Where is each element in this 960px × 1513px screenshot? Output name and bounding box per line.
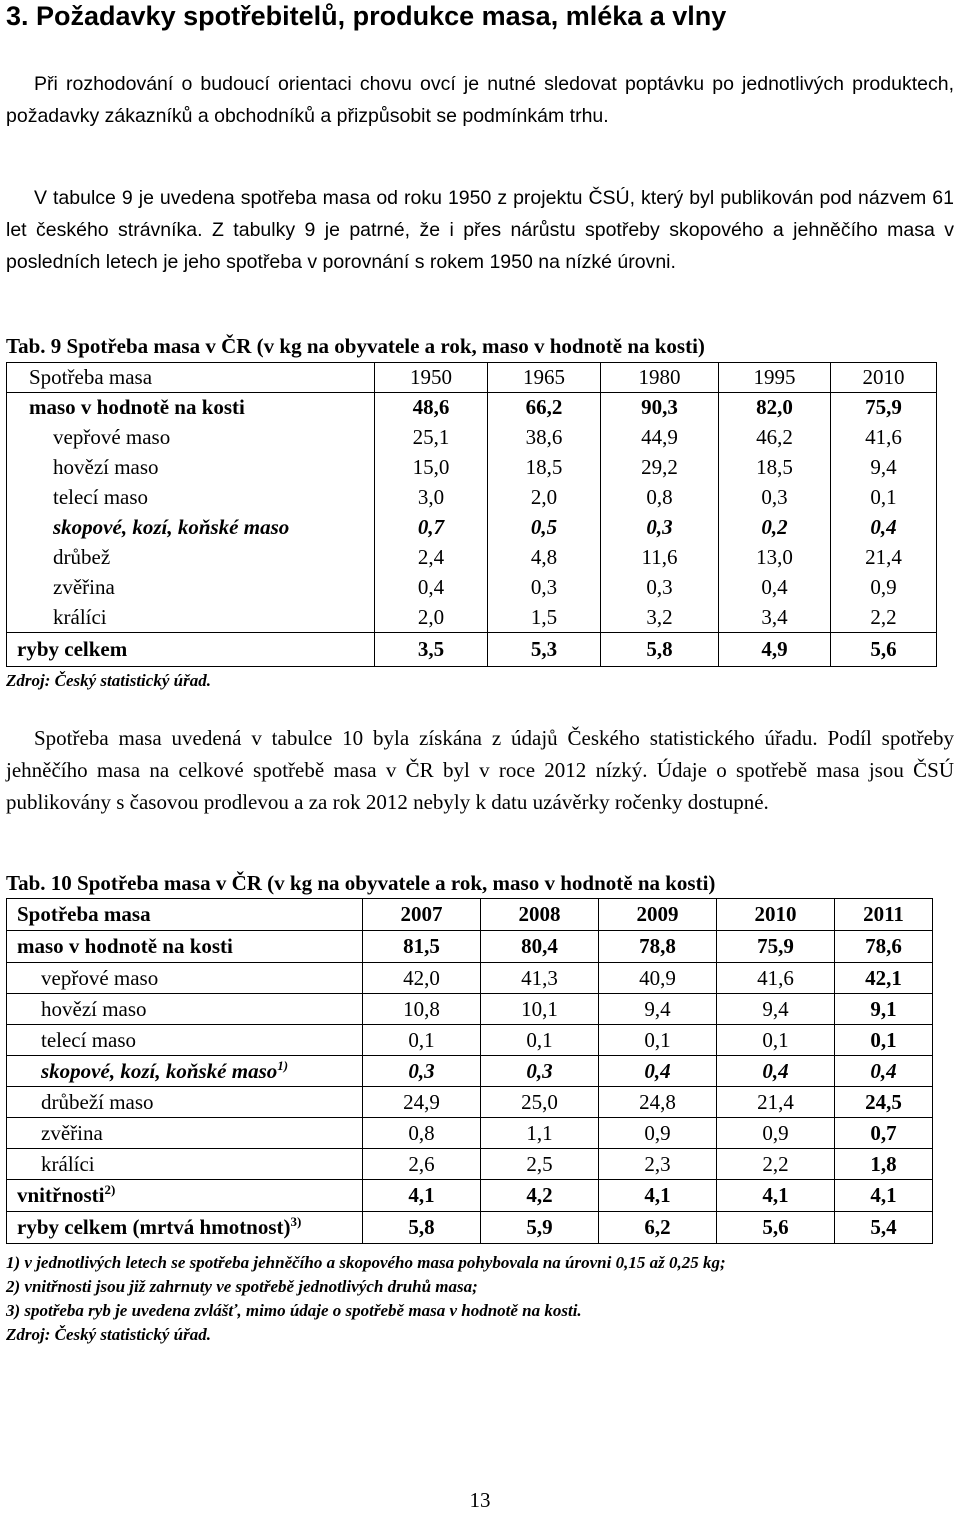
table9-header-row	[7, 363, 937, 393]
table10-cell: 24,8	[599, 1087, 717, 1118]
table9-row-label: telecí maso	[7, 483, 375, 513]
table10-total-label: maso v hodnotě na kosti	[7, 931, 363, 963]
table10-cell: 41,3	[481, 963, 599, 994]
table10-total-row	[7, 931, 933, 963]
table10-cell: 2,5	[481, 1149, 599, 1180]
table9-row-label: skopové, kozí, koňské maso	[7, 513, 375, 543]
table10-cell: 5,8	[363, 1212, 481, 1244]
table10-cell: 42,1	[835, 963, 933, 994]
table10-fish-label	[7, 1212, 363, 1244]
table9-cell: 13,0	[719, 543, 831, 573]
table10-cell: 78,8	[599, 931, 717, 963]
table9-cell: 0,8	[601, 483, 719, 513]
table-row	[7, 603, 937, 633]
table-row	[7, 1149, 933, 1180]
table9-cell: 46,2	[719, 423, 831, 453]
table10-year: 2010	[717, 899, 835, 931]
table10-cell: 0,4	[717, 1056, 835, 1087]
table10-cell: 0,9	[717, 1118, 835, 1149]
footnote-marker: 3)	[290, 1214, 302, 1229]
table10-cell: 0,4	[599, 1056, 717, 1087]
table10-cell: 0,1	[363, 1025, 481, 1056]
table10-cell: 4,1	[599, 1180, 717, 1212]
intro-paragraph-1: Při rozhodování o budoucí orientaci chovu ovcí je nutné sledovat poptávku po jednotlivých produktech, požadavky zákazníků a obchodníků a přizpůsobit se podmínkám trhu.	[6, 73, 954, 127]
table10-cell: 0,1	[599, 1025, 717, 1056]
table10-cell: 4,1	[717, 1180, 835, 1212]
table9-fish-row	[7, 633, 937, 667]
table10-caption: Tab. 10 Spotřeba masa v ČR (v kg na obyvatele a rok, maso v hodnotě na kosti)	[6, 871, 716, 895]
table10-cell: 0,1	[717, 1025, 835, 1056]
page-number: 13	[469, 1488, 491, 1512]
table9-year: 1995	[719, 363, 831, 393]
table9-cell: 18,5	[719, 453, 831, 483]
table9-cell: 2,0	[488, 483, 601, 513]
table9-cell: 3,4	[719, 603, 831, 633]
section-heading: 3. Požadavky spotřebitelů, produkce masa, mléka a vlny	[6, 1, 727, 31]
table9-cell: 0,4	[719, 573, 831, 603]
table9-cell: 0,3	[488, 573, 601, 603]
table-row	[7, 1025, 933, 1056]
table-row	[7, 573, 937, 603]
table10-cell: 80,4	[481, 931, 599, 963]
table10-cell: 9,1	[835, 994, 933, 1025]
table9-row-label: hovězí maso	[7, 453, 375, 483]
table10-cell: 5,6	[717, 1212, 835, 1244]
table9-row-label: zvěřina	[7, 573, 375, 603]
table9-cell: 3,2	[601, 603, 719, 633]
table10-header-row	[7, 899, 933, 931]
table10-cell: 78,6	[835, 931, 933, 963]
table-row	[7, 513, 937, 543]
table9-caption: Tab. 9 Spotřeba masa v ČR (v kg na obyvatele a rok, maso v hodnotě na kosti)	[6, 334, 705, 358]
table9-cell: 90,3	[601, 393, 719, 423]
table-row	[7, 543, 937, 573]
table9-cell: 3,5	[375, 633, 488, 667]
table10-cell: 0,1	[481, 1025, 599, 1056]
table10-cell: 2,2	[717, 1149, 835, 1180]
table10-year: 2008	[481, 899, 599, 931]
table9-cell: 0,5	[488, 513, 601, 543]
table9-cell: 4,8	[488, 543, 601, 573]
table9-source: Zdroj: Český statistický úřad.	[6, 671, 211, 690]
table9-fish-label: ryby celkem	[7, 633, 375, 667]
table10-offal-label-text: vnitřnosti	[17, 1183, 105, 1207]
table10-footnote-1: 1) v jednotlivých letech se spotřeba jehněčího a skopového masa pohybovala na úrovni 0,15 až 0,25 kg;	[6, 1253, 726, 1272]
table9-cell: 41,6	[831, 423, 937, 453]
table10-cell: 0,4	[835, 1056, 933, 1087]
footnote-marker: 1)	[277, 1057, 289, 1073]
table-row	[7, 1056, 933, 1087]
table-row	[7, 1118, 933, 1149]
table10-footnote-3: 3) spotřeba ryb je uvedena zvlášť, mimo údaje o spotřebě masa v hodnotě na kosti.	[6, 1301, 582, 1320]
table9-cell: 1,5	[488, 603, 601, 633]
table10-offal-label	[7, 1180, 363, 1212]
table9-cell: 5,6	[831, 633, 937, 667]
table10-cell: 0,8	[363, 1118, 481, 1149]
table9-header-label: Spotřeba masa	[7, 363, 375, 393]
table9-row-label: vepřové maso	[7, 423, 375, 453]
intro-paragraph-2: V tabulce 9 je uvedena spotřeba masa od roku 1950 z projektu ČSÚ, který byl publikován pod názvem 61 let českého strávníka. Z tabulky 9 je patrné, že i přes nárůstu spotřeby skopového a jehněčího masa v posledních letech je jeho spotřeba v porovnání s rokem 1950 na nízké úrovni.	[6, 187, 954, 273]
table10-year: 2007	[363, 899, 481, 931]
table10-cell: 42,0	[363, 963, 481, 994]
table9-cell: 29,2	[601, 453, 719, 483]
table10-cell: 81,5	[363, 931, 481, 963]
table10-cell: 2,3	[599, 1149, 717, 1180]
table10-cell: 5,9	[481, 1212, 599, 1244]
table9-cell: 44,9	[601, 423, 719, 453]
table10-cell: 6,2	[599, 1212, 717, 1244]
table10-cell: 40,9	[599, 963, 717, 994]
table10-row-label	[7, 1056, 363, 1087]
table10-fish-label-text: ryby celkem (mrtvá hmotnost)	[17, 1215, 291, 1239]
table10-row-label: hovězí maso	[7, 994, 363, 1025]
table-row	[7, 483, 937, 513]
table9-cell: 5,3	[488, 633, 601, 667]
table10-cell: 0,1	[835, 1025, 933, 1056]
table9-year: 1965	[488, 363, 601, 393]
table9-cell: 3,0	[375, 483, 488, 513]
table9-cell: 4,9	[719, 633, 831, 667]
table10	[6, 898, 933, 1244]
table10-cell: 0,7	[835, 1118, 933, 1149]
table10-cell: 10,8	[363, 994, 481, 1025]
table10-row-label: králíci	[7, 1149, 363, 1180]
table10-cell: 9,4	[599, 994, 717, 1025]
table9-year: 1980	[601, 363, 719, 393]
table9-cell: 0,3	[719, 483, 831, 513]
table9-cell: 5,8	[601, 633, 719, 667]
table10-fish-row	[7, 1212, 933, 1244]
table10-cell: 0,3	[481, 1056, 599, 1087]
table9-cell: 0,1	[831, 483, 937, 513]
table10-cell: 5,4	[835, 1212, 933, 1244]
table10-header-label: Spotřeba masa	[7, 899, 363, 931]
table10-year: 2011	[835, 899, 933, 931]
table10-cell: 0,9	[599, 1118, 717, 1149]
table9-cell: 25,1	[375, 423, 488, 453]
table9-cell: 18,5	[488, 453, 601, 483]
table10-cell: 75,9	[717, 931, 835, 963]
table9	[6, 362, 937, 667]
table10-cell: 41,6	[717, 963, 835, 994]
table9-total-label: maso v hodnotě na kosti	[7, 393, 375, 423]
table9-cell: 2,2	[831, 603, 937, 633]
middle-paragraph: Spotřeba masa uvedená v tabulce 10 byla získána z údajů Českého statistického úřadu. Podíl spotřeby jehněčího masa na celkové spotřebě masa v ČR byl v roce 2012 nízký. Údaje o spotřebě masa jsou ČSÚ publikovány s časovou prodlevou a za rok 2012 nebyly k datu uzávěrky ročenky dostupné.	[6, 726, 954, 814]
table9-cell: 0,4	[375, 573, 488, 603]
table-row	[7, 994, 933, 1025]
table10-row-label: vepřové maso	[7, 963, 363, 994]
table10-cell: 0,3	[363, 1056, 481, 1087]
table10-cell: 1,8	[835, 1149, 933, 1180]
table10-cell: 4,2	[481, 1180, 599, 1212]
table9-year: 1950	[375, 363, 488, 393]
table9-cell: 2,4	[375, 543, 488, 573]
table10-row-label: zvěřina	[7, 1118, 363, 1149]
table9-cell: 66,2	[488, 393, 601, 423]
table10-row-label-text: skopové, kozí, koňské maso	[41, 1058, 278, 1083]
table9-cell: 2,0	[375, 603, 488, 633]
table9-cell: 38,6	[488, 423, 601, 453]
table9-cell: 15,0	[375, 453, 488, 483]
table9-cell: 75,9	[831, 393, 937, 423]
table10-cell: 25,0	[481, 1087, 599, 1118]
table10-cell: 24,5	[835, 1087, 933, 1118]
table9-cell: 0,4	[831, 513, 937, 543]
table-row	[7, 423, 937, 453]
table9-cell: 48,6	[375, 393, 488, 423]
table10-cell: 24,9	[363, 1087, 481, 1118]
table10-row-label: telecí maso	[7, 1025, 363, 1056]
table10-row-label: drůbeží maso	[7, 1087, 363, 1118]
table9-cell: 0,3	[601, 513, 719, 543]
table9-cell: 82,0	[719, 393, 831, 423]
table9-year: 2010	[831, 363, 937, 393]
table9-cell: 0,7	[375, 513, 488, 543]
table9-cell: 0,2	[719, 513, 831, 543]
table10-cell: 10,1	[481, 994, 599, 1025]
table10-cell: 4,1	[363, 1180, 481, 1212]
table9-total-row	[7, 393, 937, 423]
table9-cell: 11,6	[601, 543, 719, 573]
table10-source: Zdroj: Český statistický úřad.	[6, 1325, 211, 1344]
table9-row-label: králíci	[7, 603, 375, 633]
table9-cell: 0,3	[601, 573, 719, 603]
table10-cell: 21,4	[717, 1087, 835, 1118]
table10-cell: 9,4	[717, 994, 835, 1025]
table9-cell: 0,9	[831, 573, 937, 603]
table9-cell: 21,4	[831, 543, 937, 573]
table9-cell: 9,4	[831, 453, 937, 483]
footnote-marker: 2)	[104, 1182, 116, 1197]
table-row	[7, 453, 937, 483]
table10-cell: 4,1	[835, 1180, 933, 1212]
table9-row-label: drůbež	[7, 543, 375, 573]
table10-cell: 2,6	[363, 1149, 481, 1180]
table10-cell: 1,1	[481, 1118, 599, 1149]
table-row	[7, 1087, 933, 1118]
table10-footnote-2: 2) vnitřnosti jsou již zahrnuty ve spotřebě jednotlivých druhů masa;	[6, 1277, 478, 1296]
table10-year: 2009	[599, 899, 717, 931]
table-row	[7, 963, 933, 994]
table10-offal-row	[7, 1180, 933, 1212]
